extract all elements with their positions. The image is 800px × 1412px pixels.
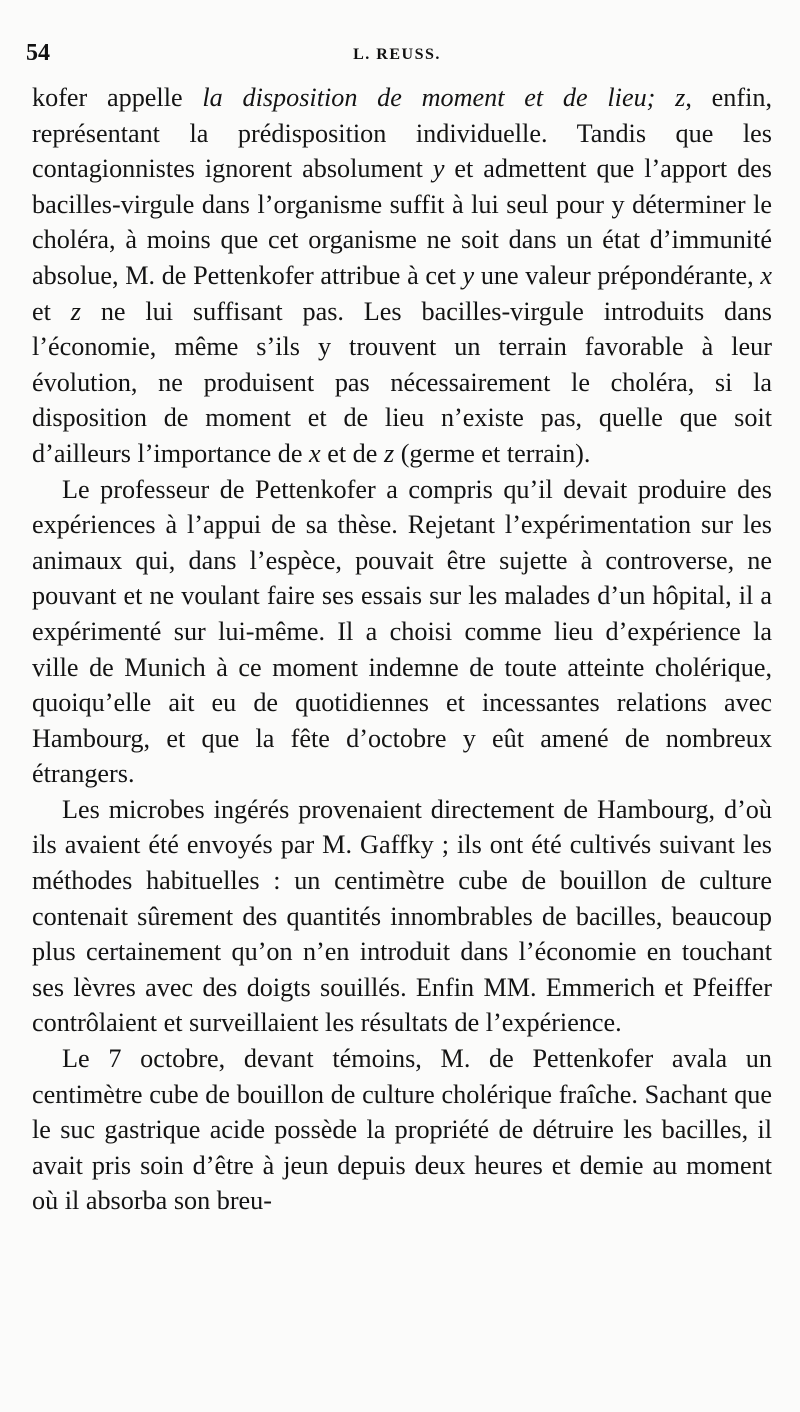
paragraph xyxy=(32,792,772,1041)
text-segment: ne lui suffisant pas. Les bacilles-virgule introduits dans l’économie, même s’ils y trouvent un terrain favorable à leur évolution, ne produisent pas nécessairement le choléra, si la disposition de moment et de lieu n’existe pas, quelle que soit d’ailleurs l’importance de xyxy=(32,296,772,468)
text-segment: et xyxy=(32,296,71,326)
text-segment: kofer appelle xyxy=(32,83,203,112)
italic-text: y xyxy=(432,154,445,184)
page-header xyxy=(26,40,768,74)
italic-text: x xyxy=(309,438,321,468)
running-head: L. REUSS. xyxy=(353,46,441,63)
text-segment: , enfin, représentant la prédisposition individuelle. Tandis que les contagionnistes ignorent absolument xyxy=(32,83,772,184)
text-segment xyxy=(655,83,675,112)
paragraph xyxy=(32,1041,772,1219)
page-number: 54 xyxy=(26,40,50,66)
text-segment: une valeur prépondérante, xyxy=(474,260,761,290)
italic-text: y xyxy=(462,260,475,290)
text-segment: et admettent que l’apport des bacilles-virgule dans l’organisme suffit à lui seul pour y déterminer le choléra, à moins que cet organisme ne soit dans un état d’immunité absolue, M. de Pettenkofer attribue à cet xyxy=(32,154,773,290)
italic-text: z xyxy=(675,83,686,112)
text-segment: et de xyxy=(320,438,384,468)
italic-text: z xyxy=(383,438,395,468)
paragraph xyxy=(32,472,772,792)
body-text xyxy=(32,80,772,1219)
italic-text: x xyxy=(760,260,772,290)
paragraph xyxy=(32,80,772,472)
text-segment: Le professeur de Pettenkofer a compris qu’il devait produire des expériences à l’appui de sa thèse. Rejetant l’expérimentation sur les animaux qui, dans l’espèce, pouvait être sujette à controverse, ne pouvant et ne voulant faire ses essais sur les malades d’un hôpital, il a expérimenté sur lui-même. Il a choisi comme lieu d’expérience la ville de Munich à ce moment indemne de toute atteinte cholérique, quoiqu’elle ait eu de quotidiennes et incessantes relations avec Hambourg, et que la fête d’octobre y eût amené de nombreux étrangers. xyxy=(32,474,772,789)
italic-text: z xyxy=(70,296,81,326)
text-segment: Le 7 octobre, devant témoins, M. de Pettenkofer avala un centimètre cube de bouillon de culture cholérique fraîche. Sachant que le suc gastrique acide possède la propriété de détruire les bacilles, il avait pris soin d’être à jeun depuis deux heures et demie au moment où il absorba son breu- xyxy=(32,1044,772,1216)
italic-text: la disposition de moment et de lieu; xyxy=(202,83,656,112)
text-segment: (germe et terrain). xyxy=(394,438,591,468)
text-segment: Les microbes ingérés provenaient directement de Hambourg, d’où ils avaient été envoyés par M. Gaffky ; ils ont été cultivés suivant les méthodes habituelles : un centimètre cube de bouillon de culture contenait sûrement des quantités innombrables de bacilles, beaucoup plus certainement qu’on n’en introduit dans l’économie en touchant ses lèvres avec des doigts souillés. Enfin MM. Emmerich et Pfeiffer contrôlaient et surveillaient les résultats de l’expérience. xyxy=(32,794,772,1038)
